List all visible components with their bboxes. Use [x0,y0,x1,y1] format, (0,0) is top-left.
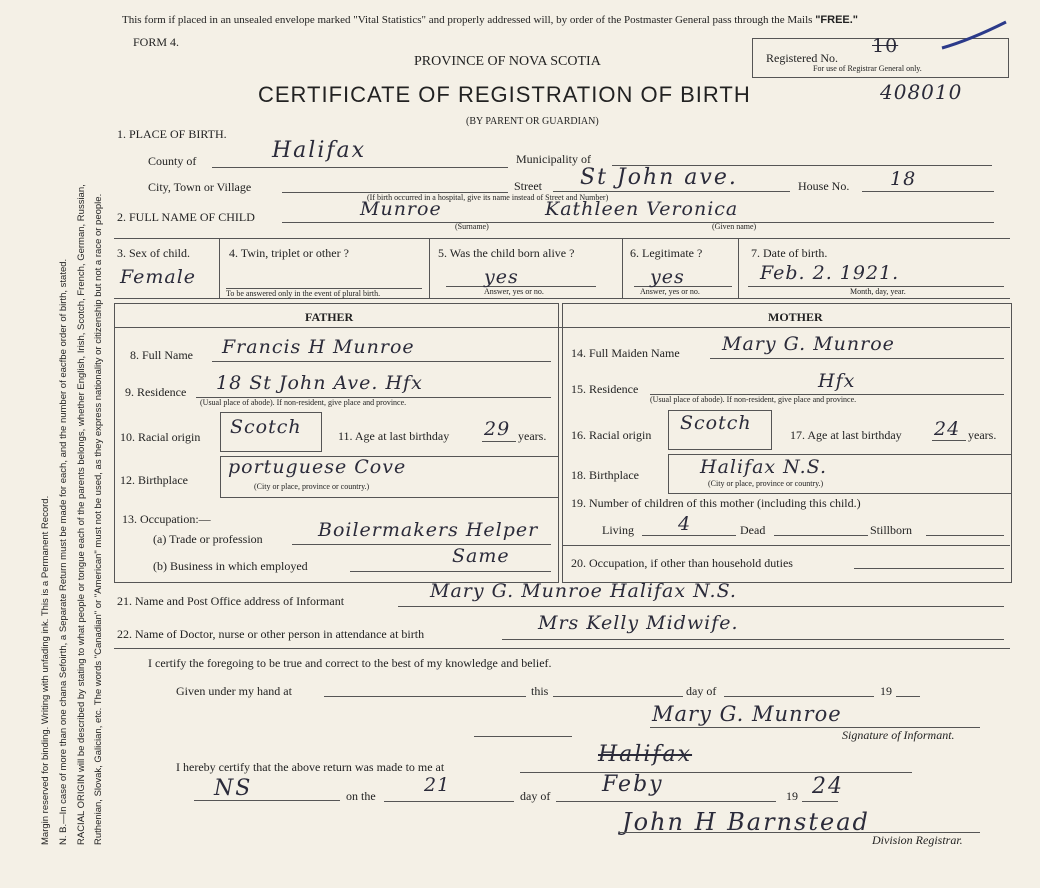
father-trade-label: (a) Trade or profession [153,532,263,546]
legitimate-value: yes [650,266,685,288]
informant-signature: Mary G. Munroe [652,702,842,726]
page-title: CERTIFICATE OF REGISTRATION OF BIRTH [258,82,751,107]
on-the-label: on the [346,789,376,803]
doctor-value: Mrs Kelly Midwife. [538,612,739,634]
registrar-month: Feby [602,772,664,797]
alive-label: 5. Was the child born alive ? [438,246,575,260]
province-heading: PROVINCE OF NOVA SCOTIA [414,54,601,69]
informant-label: 21. Name and Post Office address of Informant [117,594,345,608]
registrar-signature-label: Division Registrar. [872,833,963,847]
living-label: Living [602,523,634,537]
father-business-value: Same [452,545,510,567]
hospital-note: (If birth occurred in a hospital, give its name instead of Street and Number) [367,193,609,202]
father-res-note: (Usual place of abode). If non-resident, give place and province. [200,398,407,407]
subtitle: (BY PARENT OR GUARDIAN) [466,116,599,127]
date-note: Month, day, year. [850,287,906,296]
dead-label: Dead [740,523,766,537]
street-value: St John ave. [580,165,738,190]
house-label: House No. [798,179,850,193]
living-value: 4 [678,513,692,535]
this-label: this [531,684,549,698]
legitimate-label: 6. Legitimate ? [630,246,703,260]
legitimate-note: Answer, yes or no. [640,287,700,296]
father-header: FATHER [305,310,354,324]
father-racial-value: Scotch [230,416,302,438]
father-age-value: 29 [484,418,511,440]
postal-free: "FREE." [815,14,859,26]
county-label: County of [148,154,197,168]
mother-children-label: 19. Number of children of this mother (including this child.) [571,496,861,510]
surname-caption: (Surname) [455,222,489,231]
alive-value: yes [484,266,519,288]
registered-label: Registered No. [766,51,838,65]
father-birth-value: portuguese Cove [228,456,407,478]
date-label: 7. Date of birth. [751,246,828,260]
mother-birth-value: Halifax N.S. [700,456,827,478]
father-res-value: 18 St John Ave. Hfx [216,372,423,394]
place-label: 1. PLACE OF BIRTH. [117,127,227,141]
margin-line-2: N. B.—In case of more than one chana Sefoirth, a Separate Return must be made for each, and the number of eacfbe order of birth, stated. [58,258,69,845]
registrar-place: Halifax [598,742,693,767]
registrar-text: I hereby certify that the above return was made to me at [176,760,445,774]
day-of-label: day of [686,684,717,698]
informant-signature-label: Signature of Informant. [842,728,955,742]
father-occ-label: 13. Occupation:— [122,512,211,526]
father-trade-value: Boilermakers Helper [318,519,539,541]
registered-value: 10 [872,35,899,57]
margin-line-4: Ruthenian, Slovak, Galician, etc. The words "Canadian" or "American" must not be used, as they express nationality or citizenship but not a race or people. [93,193,104,845]
margin-line-1: Margin reserved for binding. Writing with unfading ink. This is a Permanent Record. [40,495,51,845]
margin-line-3: RACIAL ORIGIN will be described by stating to what people or tongue each of the parents belongs, whether English, Irish, Scotch, French, German, Russian, [76,184,87,845]
certify-text: I certify the foregoing to be true and correct to the best of my knowledge and belief. [148,656,552,670]
registrar-day: 21 [424,774,451,796]
mother-header: MOTHER [768,310,823,324]
form-number: FORM 4. [133,35,180,49]
year-prefix: 19 [880,684,892,698]
informant-value: Mary G. Munroe Halifax N.S. [430,580,737,602]
doctor-label: 22. Name of Doctor, nurse or other person in attendance at birth [117,627,425,641]
registrar-initials: NS [214,776,253,801]
registrar-signature: John H Barnstead [622,808,870,836]
registrar-note: For use of Registrar General only. [813,64,922,73]
city-label: City, Town or Village [148,180,252,194]
mother-res-note: (Usual place of abode). If non-resident, give place and province. [650,395,857,404]
given-caption: (Given name) [712,222,757,231]
stillborn-label: Stillborn [870,523,913,537]
postal-note [122,14,858,26]
father-age-label: 11. Age at last birthday [338,429,450,443]
registrar-year: 24 [812,774,844,799]
father-birth-label: 12. Birthplace [120,473,188,487]
sex-value: Female [120,266,197,288]
registrar-year-prefix: 19 [786,789,798,803]
checkmark-icon [940,18,1010,58]
father-name-label: 8. Full Name [130,348,193,362]
alive-note: Answer, yes or no. [484,287,544,296]
mother-birth-label: 18. Birthplace [571,468,639,482]
twin-note: To be answered only in the event of plural birth. [226,289,381,298]
twin-label: 4. Twin, triplet or other ? [229,246,349,260]
father-years: years. [518,429,547,443]
mother-age-value: 24 [934,418,961,440]
margin-notes [0,0,112,888]
mother-name-label: 14. Full Maiden Name [571,346,680,360]
date-value: Feb. 2. 1921. [760,262,900,284]
child-given-name: Kathleen Veronica [545,198,739,220]
street-label: Street [514,179,542,193]
sex-label: 3. Sex of child. [117,246,190,260]
registrar-day-of-label: day of [520,789,551,803]
municipality-label: Municipality of [516,152,591,166]
mother-birth-note: (City or place, province or country.) [708,479,824,488]
house-value: 18 [890,168,917,190]
mother-occ-label: 20. Occupation, if other than household duties [571,556,793,570]
father-racial-label: 10. Racial origin [120,430,201,444]
postal-note-text: This form if placed in an unsealed envelope marked "Vital Statistics" and properly addressed will, by order of the Postmaster General pass through the Mails [122,14,813,26]
given-label: Given under my hand at [176,684,292,698]
child-surname: Munroe [360,198,442,220]
mother-racial-label: 16. Racial origin [571,428,652,442]
mother-age-label: 17. Age at last birthday [790,428,902,442]
father-res-label: 9. Residence [125,385,187,399]
mother-res-label: 15. Residence [571,382,639,396]
father-name-value: Francis H Munroe [222,336,415,358]
mother-racial-value: Scotch [680,412,752,434]
county-value: Halifax [272,138,367,163]
father-business-label: (b) Business in which employed [153,559,308,573]
mother-name-value: Mary G. Munroe [722,333,895,355]
mother-years: years. [968,428,997,442]
child-name-label: 2. FULL NAME OF CHILD [117,210,255,224]
father-birth-note: (City or place, province or country.) [254,482,370,491]
mother-res-value: Hfx [818,370,856,392]
stamp-number: 408010 [880,80,963,104]
